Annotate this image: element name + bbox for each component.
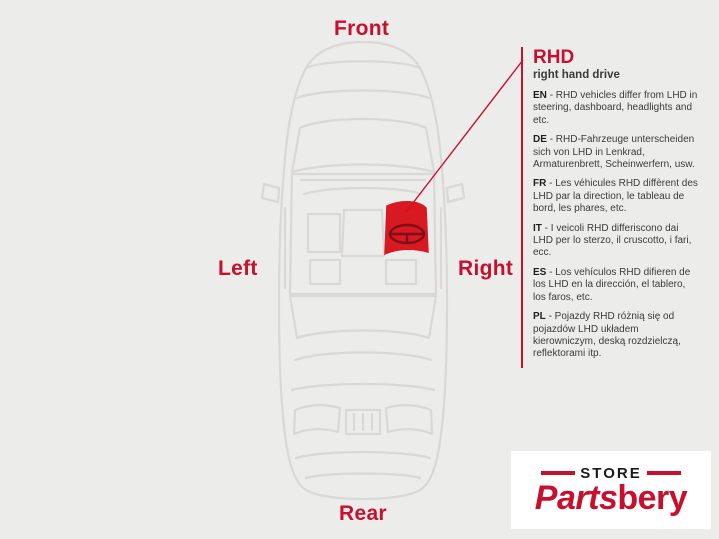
direction-label-front: Front xyxy=(334,17,390,40)
direction-label-rear: Rear xyxy=(339,502,387,525)
info-title: RHD xyxy=(533,47,575,68)
lang-code-de: DE xyxy=(533,134,547,146)
car-top-view-illustration xyxy=(248,38,478,500)
brand-logo xyxy=(511,451,711,529)
lang-text-pl: - Pojazdy RHD różnią się od pojazdów LHD układem kierowniczym, deską rozdzielczą, reflektorami itp. xyxy=(533,311,681,360)
lang-code-es: ES xyxy=(533,266,547,278)
lang-block-it xyxy=(533,223,699,260)
lang-text-fr: - Les véhicules RHD diffèrent des LHD par la direction, le tableau de bord, les phares, etc. xyxy=(533,178,698,215)
lang-text-de: - RHD-Fahrzeuge unterscheiden sich von LHD in Lenkrad, Armaturenbrett, Scheinwerfern, usw. xyxy=(533,134,695,171)
lang-text-es: - Los vehículos RHD difieren de los LHD en la dirección, el tablero, los faros, etc. xyxy=(533,266,691,303)
rhd-highlight-shape xyxy=(385,202,428,254)
direction-label-left: Left xyxy=(218,257,258,280)
logo-bar-left xyxy=(541,471,575,475)
lang-block-fr xyxy=(533,178,699,215)
info-panel xyxy=(521,47,699,368)
direction-label-right: Right xyxy=(458,257,514,280)
lang-block-es xyxy=(533,267,699,304)
lang-text-en: - RHD vehicles differ from LHD in steering, dashboard, headlights and etc. xyxy=(533,90,698,126)
lang-text-it: - I veicoli RHD differiscono dai LHD per lo sterzo, il cruscotto, i fari, ecc. xyxy=(533,222,692,259)
lang-block-en xyxy=(533,90,699,127)
lang-block-de xyxy=(533,134,699,171)
logo-wordmark xyxy=(535,480,687,516)
lang-block-pl xyxy=(533,311,699,361)
lang-code-fr: FR xyxy=(533,178,547,190)
info-subtitle: right hand drive xyxy=(533,69,620,81)
logo-bery-text: bery xyxy=(617,478,688,517)
logo-parts-text: Parts xyxy=(534,478,618,517)
logo-bar-right xyxy=(647,471,681,475)
lang-code-en: EN xyxy=(533,90,547,101)
lang-code-pl: PL xyxy=(533,311,546,323)
lang-code-it: IT xyxy=(533,222,542,234)
logo-store-text: STORE xyxy=(580,464,642,482)
